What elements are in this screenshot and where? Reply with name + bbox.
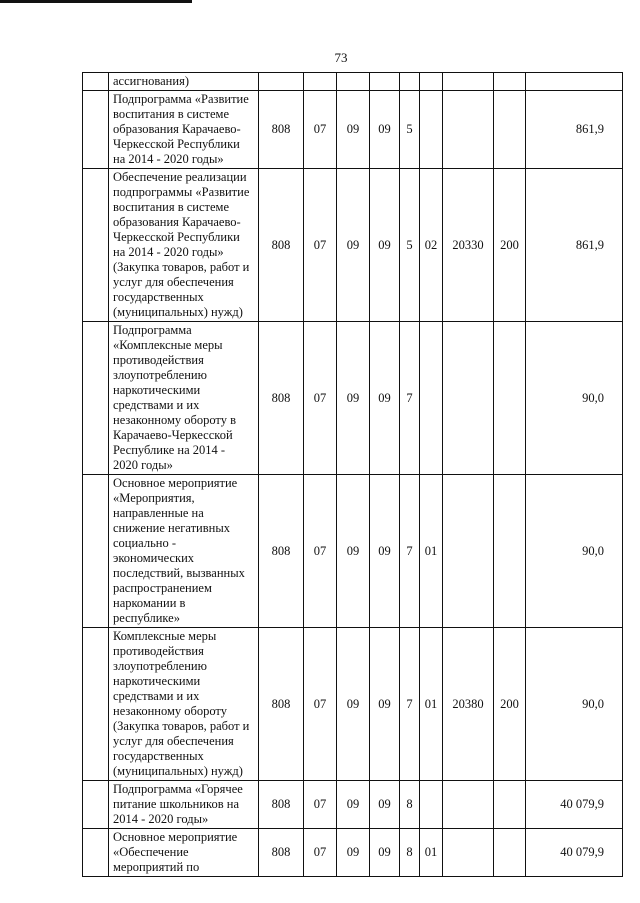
item-name-text: Комплексные меры противодействия злоупотреблению наркотическими средствами и их незаконному обороту (Закупка товаров, работ и услуг для обеспечения государственных (муниципальных) нужд) <box>113 629 250 778</box>
program-code-cell: 09 <box>370 628 400 781</box>
subprogram-code-cell: 5 <box>400 91 420 169</box>
sum-cell: 40 079,9 <box>526 781 623 829</box>
top-rule <box>0 0 192 3</box>
section-code-cell: 07 <box>304 169 337 322</box>
sum-cell: 90,0 <box>526 322 623 475</box>
direction-code-cell <box>443 322 494 475</box>
activity-code-cell: 02 <box>420 169 443 322</box>
direction-code-cell <box>443 91 494 169</box>
program-code-cell: 09 <box>370 781 400 829</box>
section-code-cell <box>304 73 337 91</box>
activity-code-cell <box>420 322 443 475</box>
table-row <box>83 475 623 628</box>
expense-type-cell <box>494 781 526 829</box>
subprogram-code-cell <box>400 73 420 91</box>
item-name-text: Основное мероприятие «Мероприятия, направленные на снижение негативных социально - экономических последствий, вызванных распространением наркомании в республике» <box>113 476 245 625</box>
ved-code-cell: 808 <box>259 628 304 781</box>
expense-type-cell <box>494 322 526 475</box>
budget-table <box>82 72 623 877</box>
subsection-code-cell: 09 <box>337 628 370 781</box>
table-row <box>83 322 623 475</box>
section-code-cell: 07 <box>304 781 337 829</box>
item-name-text: Основное мероприятие «Обеспечение мероприятий по <box>113 830 238 874</box>
ved-code-cell <box>259 73 304 91</box>
item-name-cell <box>109 829 259 877</box>
item-name-text: ассигнования) <box>113 74 189 88</box>
table-row <box>83 781 623 829</box>
subsection-code-cell: 09 <box>337 322 370 475</box>
program-code-cell: 09 <box>370 322 400 475</box>
expense-type-cell <box>494 475 526 628</box>
table-row <box>83 169 623 322</box>
activity-code-cell: 01 <box>420 829 443 877</box>
section-code-cell: 07 <box>304 628 337 781</box>
item-name-cell <box>109 781 259 829</box>
expense-type-cell: 200 <box>494 628 526 781</box>
sum-cell: 861,9 <box>526 169 623 322</box>
sum-cell: 90,0 <box>526 475 623 628</box>
subsection-code-cell: 09 <box>337 475 370 628</box>
item-name-cell <box>109 169 259 322</box>
activity-code-cell <box>420 781 443 829</box>
table-row <box>83 73 623 91</box>
section-code-cell: 07 <box>304 475 337 628</box>
program-code-cell: 09 <box>370 91 400 169</box>
table-row <box>83 91 623 169</box>
program-code-cell <box>370 73 400 91</box>
row-gap-cell <box>83 73 109 91</box>
subsection-code-cell: 09 <box>337 91 370 169</box>
row-gap-cell <box>83 169 109 322</box>
item-name-cell <box>109 628 259 781</box>
row-gap-cell <box>83 322 109 475</box>
subprogram-code-cell: 7 <box>400 475 420 628</box>
row-gap-cell <box>83 475 109 628</box>
expense-type-cell <box>494 73 526 91</box>
program-code-cell: 09 <box>370 829 400 877</box>
ved-code-cell: 808 <box>259 169 304 322</box>
table-row <box>83 628 623 781</box>
subprogram-code-cell: 5 <box>400 169 420 322</box>
item-name-text: Подпрограмма «Развитие воспитания в системе образования Карачаево- Черкесской Республики на 2014 - 2020 годы» <box>113 92 249 166</box>
item-name-text: Подпрограмма «Горячее питание школьников на 2014 - 2020 годы» <box>113 782 243 826</box>
ved-code-cell: 808 <box>259 91 304 169</box>
direction-code-cell: 20330 <box>443 169 494 322</box>
item-name-cell <box>109 475 259 628</box>
direction-code-cell <box>443 781 494 829</box>
row-gap-cell <box>83 628 109 781</box>
row-gap-cell <box>83 91 109 169</box>
item-name-cell <box>109 322 259 475</box>
program-code-cell: 09 <box>370 475 400 628</box>
table-row <box>83 829 623 877</box>
activity-code-cell <box>420 73 443 91</box>
subprogram-code-cell: 8 <box>400 781 420 829</box>
direction-code-cell <box>443 73 494 91</box>
activity-code-cell: 01 <box>420 628 443 781</box>
item-name-cell <box>109 91 259 169</box>
ved-code-cell: 808 <box>259 829 304 877</box>
table-body <box>83 73 623 877</box>
activity-code-cell: 01 <box>420 475 443 628</box>
item-name-cell <box>109 73 259 91</box>
section-code-cell: 07 <box>304 91 337 169</box>
ved-code-cell: 808 <box>259 781 304 829</box>
subprogram-code-cell: 8 <box>400 829 420 877</box>
subsection-code-cell: 09 <box>337 169 370 322</box>
section-code-cell: 07 <box>304 829 337 877</box>
direction-code-cell <box>443 829 494 877</box>
subprogram-code-cell: 7 <box>400 322 420 475</box>
activity-code-cell <box>420 91 443 169</box>
ved-code-cell: 808 <box>259 322 304 475</box>
row-gap-cell <box>83 781 109 829</box>
sum-cell: 861,9 <box>526 91 623 169</box>
expense-type-cell: 200 <box>494 169 526 322</box>
program-code-cell: 09 <box>370 169 400 322</box>
item-name-text: Подпрограмма «Комплексные меры противодействия злоупотреблению наркотическими средствами и их незаконному обороту в Карачаево-Черкесской Республике на 2014 - 2020 годы» <box>113 323 237 472</box>
page-number: 73 <box>334 50 348 65</box>
sum-cell: 40 079,9 <box>526 829 623 877</box>
item-name-text: Обеспечение реализации подпрограммы «Развитие воспитания в системе образования Карачаево- Черкесской Республики на 2014 - 2020 годы» (Закупка товаров, работ и услуг для обеспечения государственных (муниципальных) нужд) <box>113 170 250 319</box>
section-code-cell: 07 <box>304 322 337 475</box>
row-gap-cell <box>83 829 109 877</box>
expense-type-cell <box>494 91 526 169</box>
direction-code-cell: 20380 <box>443 628 494 781</box>
subsection-code-cell <box>337 73 370 91</box>
direction-code-cell <box>443 475 494 628</box>
ved-code-cell: 808 <box>259 475 304 628</box>
subsection-code-cell: 09 <box>337 781 370 829</box>
expense-type-cell <box>494 829 526 877</box>
subsection-code-cell: 09 <box>337 829 370 877</box>
subprogram-code-cell: 7 <box>400 628 420 781</box>
sum-cell <box>526 73 623 91</box>
sum-cell: 90,0 <box>526 628 623 781</box>
